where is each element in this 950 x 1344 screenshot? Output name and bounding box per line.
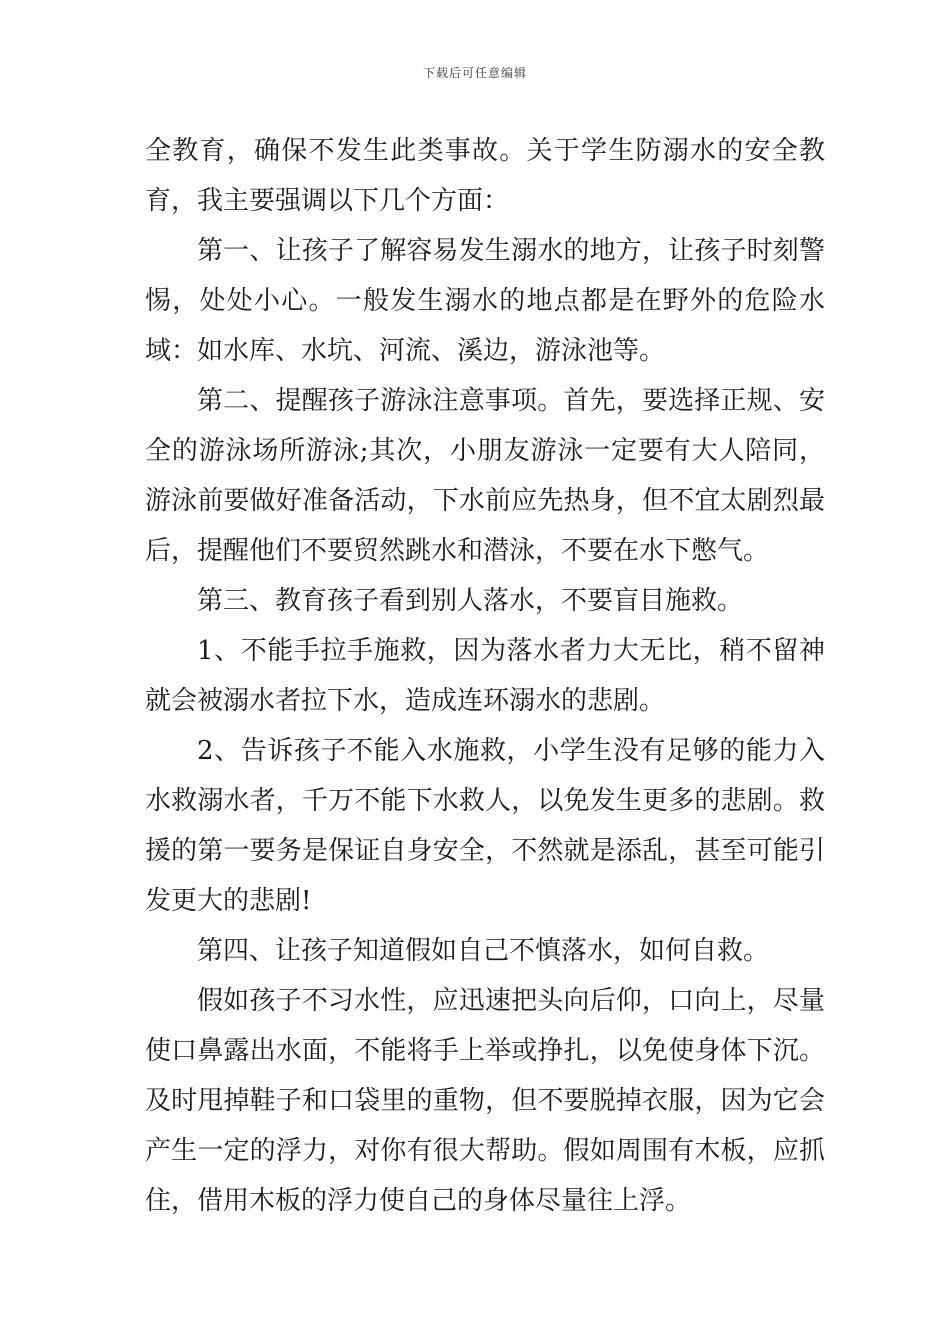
paragraph-point-one: 第一、让孩子了解容易发生溺水的地方，让孩子时刻警惕，处处小心。一般发生溺水的地点都是在野外的危险水域：如水库、水坑、河流、溪边，游泳池等。 [145, 236, 825, 366]
paragraph-item-one: 1、不能手拉手施救，因为落水者力大无比，稍不留神就会被溺水者拉下水，造成连环溺水的悲剧。 [145, 636, 825, 716]
body-text [145, 126, 825, 1226]
paragraph-intro-continuation: 全教育，确保不发生此类事故。关于学生防溺水的安全教育，我主要强调以下几个方面： [145, 136, 825, 216]
paragraph-item-two: 2、告诉孩子不能入水施救，小学生没有足够的能力入水救溺水者，千万不能下水救人，以免发生更多的悲剧。救援的第一要务是保证自身安全，不然就是添乱，甚至可能引发更大的悲剧! [145, 736, 825, 916]
paragraph-self-rescue: 假如孩子不习水性，应迅速把头向后仰，口向上，尽量使口鼻露出水面，不能将手上举或挣扎，以免使身体下沉。及时甩掉鞋子和口袋里的重物，但不要脱掉衣服，因为它会产生一定的浮力，对你有很大帮助。假如周围有木板，应抓住，借用木板的浮力使自己的身体尽量往上浮。 [145, 986, 825, 1216]
paragraph-point-three: 第三、教育孩子看到别人落水，不要盲目施救。 [197, 586, 744, 616]
paragraph-point-two: 第二、提醒孩子游泳注意事项。首先，要选择正规、安全的游泳场所游泳;其次，小朋友游泳一定要有大人陪同，游泳前要做好准备活动，下水前应先热身，但不宜太剧烈最后，提醒他们不要贸然跳水和潜泳，不要在水下憋气。 [145, 386, 825, 566]
header-note: 下载后可任意编辑 [422, 66, 527, 80]
paragraph-point-four: 第四、让孩子知道假如自己不慎落水，如何自救。 [197, 936, 770, 966]
